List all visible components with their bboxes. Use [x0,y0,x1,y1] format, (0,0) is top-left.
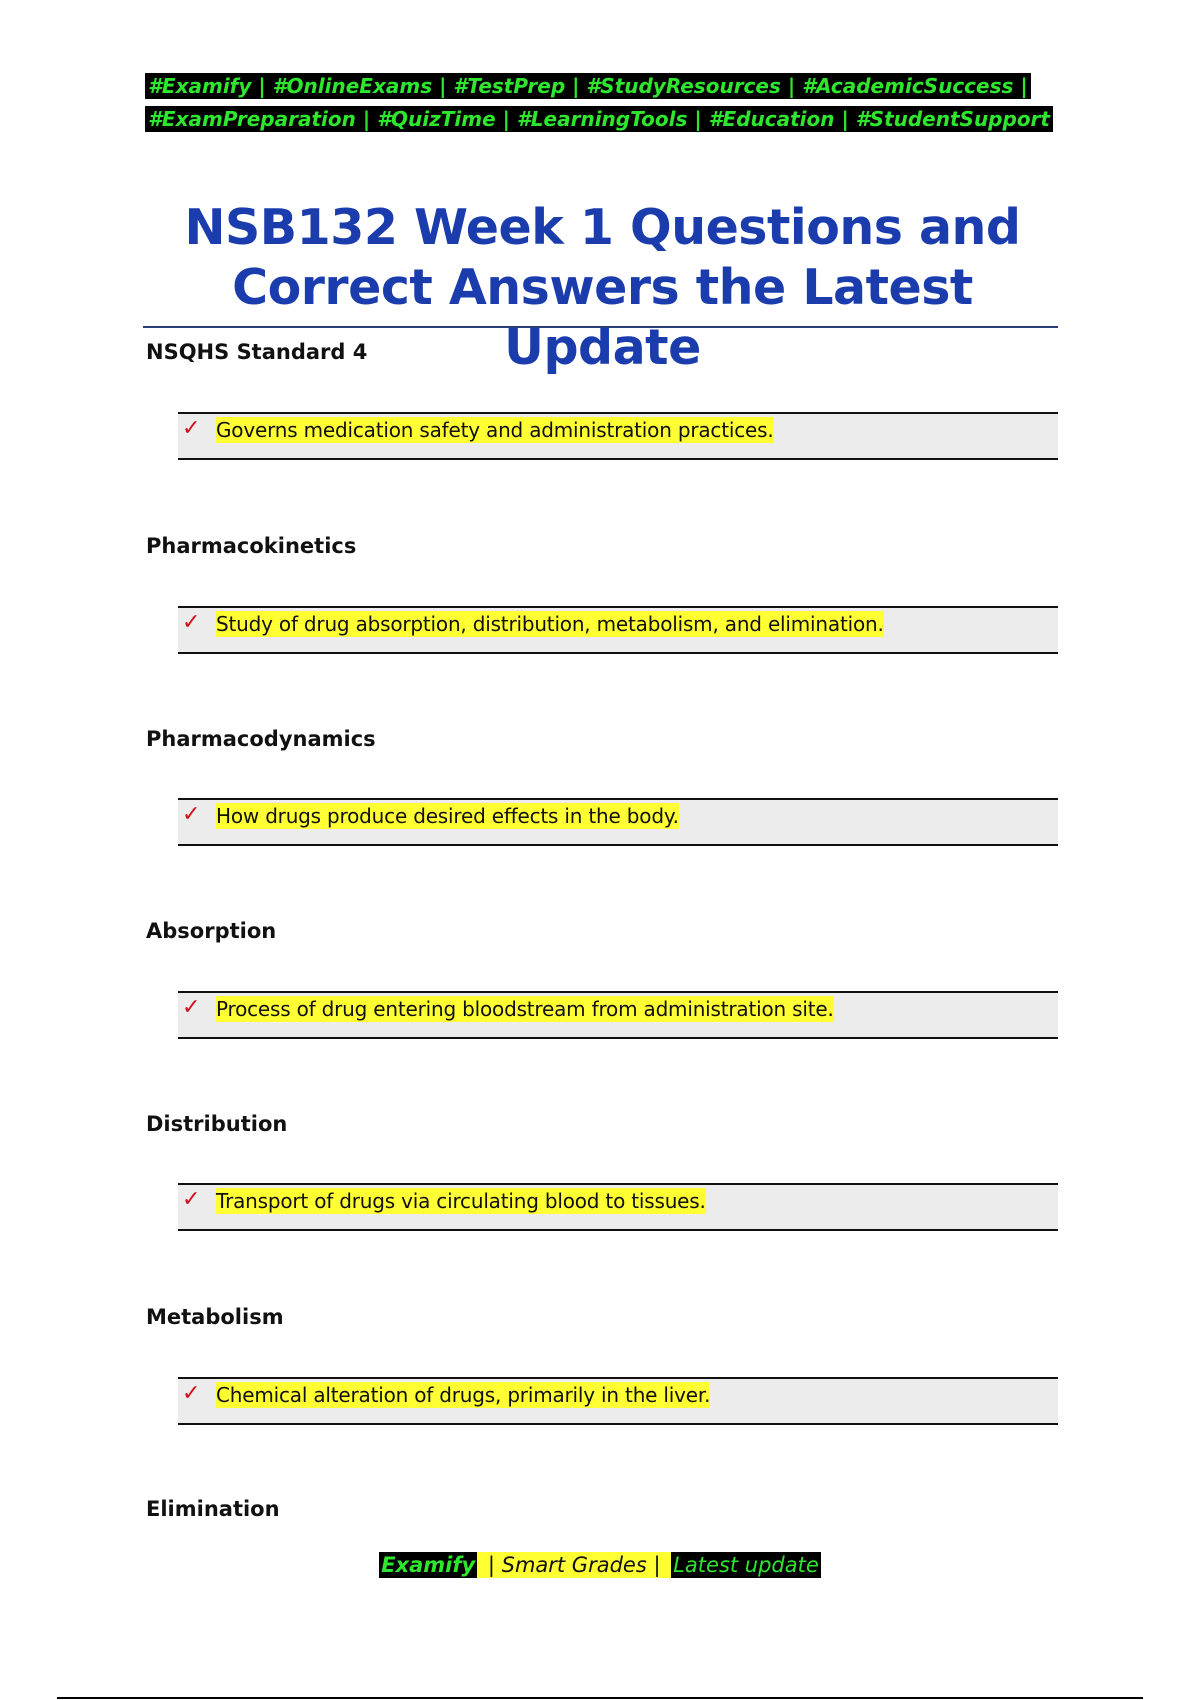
footer-separator: | [481,1553,502,1577]
answer-box-distribution [178,1183,1058,1231]
check-icon: ✓ [182,1187,201,1212]
check-icon: ✓ [182,610,201,635]
footer-brand-name: Examify [381,1553,476,1577]
title-line-1: NSB132 Week 1 Questions and [184,199,1021,256]
answer-box-nsqhs-standard-4 [178,412,1058,460]
answer-box-absorption [178,991,1058,1039]
hashtag-banner [145,70,1065,136]
check-icon: ✓ [182,802,201,827]
term-absorption: Absorption [146,919,277,943]
page-bottom-rule [57,1697,1143,1699]
answer-text: Governs medication safety and administration practices. [216,418,774,442]
answer-text: Study of drug absorption, distribution, metabolism, and elimination. [216,612,884,636]
term-pharmacokinetics: Pharmacokinetics [146,534,357,558]
answer-box-pharmacodynamics [178,798,1058,846]
answer-box-pharmacokinetics [178,606,1058,654]
answer-text: Transport of drugs via circulating blood to tissues. [216,1189,706,1213]
footer-branding [0,1553,1200,1577]
title-divider [143,326,1058,328]
answer-text: Chemical alteration of drugs, primarily in the liver. [216,1383,711,1407]
footer-update-label: Latest update [673,1553,819,1577]
term-elimination: Elimination [146,1497,280,1521]
footer-tagline: Smart Grades [501,1553,647,1577]
answer-box-metabolism [178,1377,1058,1425]
footer-separator: | [646,1553,668,1577]
check-icon: ✓ [182,1381,201,1406]
check-icon: ✓ [182,416,201,441]
hashtag-line-2: #ExamPreparation | #QuizTime | #LearningTools | #Education | #StudentSupport [145,106,1053,132]
term-metabolism: Metabolism [146,1305,284,1329]
title-line-2: Correct Answers the Latest Update [232,259,973,376]
term-nsqhs-standard-4: NSQHS Standard 4 [146,340,368,364]
term-distribution: Distribution [146,1112,288,1136]
term-pharmacodynamics: Pharmacodynamics [146,727,376,751]
answer-text: Process of drug entering bloodstream from administration site. [216,997,834,1021]
hashtag-line-1: #Examify | #OnlineExams | #TestPrep | #StudyResources | #AcademicSuccess | [145,73,1031,99]
check-icon: ✓ [182,995,201,1020]
answer-text: How drugs produce desired effects in the body. [216,804,679,828]
